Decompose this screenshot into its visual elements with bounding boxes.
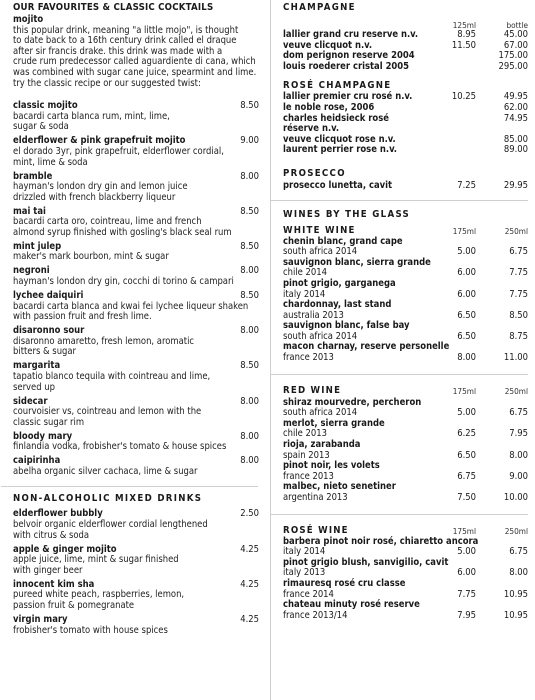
menu-item — [13, 242, 259, 263]
wine-origin: italy 2014 — [283, 288, 326, 300]
price-250ml: 8.50 — [509, 309, 528, 321]
menu-item-name: bramble — [13, 170, 53, 182]
menu-item-price: 8.00 — [240, 325, 259, 337]
divider-line — [271, 514, 528, 515]
menu-item-price: 4.25 — [240, 578, 259, 590]
wine-origin: argentina 2013 — [283, 492, 348, 503]
wine-name: dom perignon reserve 2004 — [283, 50, 415, 62]
menu-item-description: sugar & soda — [13, 121, 69, 133]
menu-item-description: apple juice, lime, mint & sugar finished — [13, 554, 179, 566]
menu-item-description: classic sugar rim — [13, 416, 85, 428]
wine-name: lallier premier cru rosé n.v. — [283, 91, 413, 103]
non-alcoholic-list — [13, 509, 259, 636]
price-250ml: 6.75 — [509, 246, 528, 258]
wine-name: pinot noir, les volets — [283, 460, 380, 472]
wine-name: laurent perrier rose n.v. — [283, 144, 398, 156]
menu-item — [13, 456, 259, 477]
wine-origin-row — [283, 493, 528, 504]
menu-item — [13, 207, 259, 239]
price-175ml: 5.00 — [457, 246, 476, 258]
menu-item-name: mai tai — [13, 205, 46, 217]
menu-item-name: sidecar — [13, 395, 48, 407]
white-wine-header: WHITE WINE 175ml 250ml — [283, 224, 528, 236]
price-250ml: 10.95 — [503, 609, 528, 621]
menu-item-description: belvoir organic elderflower cordial lengthened — [13, 519, 208, 531]
menu-item — [13, 397, 259, 429]
menu-item-name: caipirinha — [13, 455, 61, 467]
menu-item-price: 4.25 — [240, 543, 259, 555]
wine-name: chateau minuty rosé reserve — [283, 599, 420, 611]
wine-origin: chile 2013 — [283, 428, 328, 440]
divider-line — [271, 200, 528, 201]
menu-item — [13, 291, 259, 323]
champagne-title: CHAMPAGNE — [283, 2, 356, 13]
menu-item-name: elderflower bubbly — [13, 508, 103, 520]
divider-line — [271, 374, 528, 375]
menu-item-price: 8.00 — [240, 395, 259, 407]
price-175ml: 5.00 — [457, 546, 476, 558]
menu-item-price: 8.50 — [240, 360, 259, 372]
price-250ml: 8.75 — [509, 330, 528, 342]
wine-name: chenin blanc, grand cape — [283, 235, 403, 247]
menu-item-description: hayman's london dry gin and lemon juice — [13, 181, 188, 193]
menu-item-description: with citrus & soda — [13, 529, 90, 541]
red-wine-list — [283, 398, 528, 504]
menu-item-name: disaronno sour — [13, 325, 85, 337]
wine-name: chardonnay, last stand — [283, 299, 392, 311]
wine-name: louis roederer cristal 2005 — [283, 60, 410, 72]
menu-item-description: with ginger beer — [13, 564, 83, 576]
menu-item-name: classic mojito — [13, 100, 78, 112]
price-large: 67.00 — [503, 39, 528, 51]
menu-item-price: 8.00 — [240, 265, 259, 277]
menu-item-price: 2.50 — [240, 508, 259, 520]
menu-item-description: el dorado 3yr, pink grapefruit, elderflower cordial, — [13, 145, 224, 157]
price-small — [424, 135, 476, 146]
menu-item — [13, 580, 259, 612]
menu-item-description: bacardi carta oro, cointreau, lime and french — [13, 216, 202, 228]
price-175ml: 6.00 — [457, 567, 476, 579]
wine-name: sauvignon blanc, false bay — [283, 320, 410, 332]
wines-by-glass-title: WINES BY THE GLASS — [283, 208, 411, 220]
wine-name: veuve clicquot rose n.v. — [283, 133, 396, 145]
wine-name: prosecco lunetta, cavit — [283, 179, 393, 191]
menu-item-name: innocent kim sha — [13, 578, 95, 590]
price-small: 11.50 — [451, 39, 476, 51]
menu-item-price: 9.00 — [240, 135, 259, 147]
wine-origin: chile 2014 — [283, 267, 328, 279]
menu-item-description: bacardi carta blanca rum, mint, lime, — [13, 110, 170, 122]
price-large: 175.00 — [498, 50, 528, 62]
wine-origin: south africa 2014 — [283, 330, 358, 342]
wine-row — [283, 30, 528, 41]
non-alcoholic-title: NON-ALCOHOLIC MIXED DRINKS — [13, 493, 203, 505]
price-small — [424, 62, 476, 73]
menu-item — [13, 615, 259, 636]
menu-item-description: hayman's london dry gin, cocchi di torino & campari — [13, 276, 234, 288]
menu-item-description: disaronno amaretto, fresh lemon, aromatic — [13, 335, 195, 347]
wine-name-row — [283, 579, 528, 590]
menu-item-header — [13, 291, 259, 302]
menu-item — [13, 509, 259, 541]
menu-item-description: abelha organic silver cachaca, lime & sugar — [13, 465, 198, 477]
menu-item-description: mint, lime & soda — [13, 156, 88, 168]
price-small — [424, 51, 476, 62]
price-large: 74.95 — [503, 112, 528, 124]
wine-name: barbera pinot noir rosé, chiaretto ancora — [283, 535, 479, 547]
price-small: 8.95 — [457, 29, 476, 40]
menu-item-description: tapatio blanco tequila with cointreau and lime, — [13, 370, 211, 382]
champagne-sizes: 125ml bottle — [452, 20, 528, 30]
wine-name-row — [283, 279, 528, 290]
wine-origin: france 2014 — [283, 588, 334, 600]
price-175ml: 6.00 — [457, 267, 476, 279]
menu-item-description: pureed white peach, raspberries, lemon, — [13, 589, 185, 601]
menu-item-name: lychee daiquiri — [13, 290, 84, 301]
menu-item-name: virgin mary — [13, 613, 68, 625]
price-small — [424, 145, 476, 156]
price-175ml: 6.50 — [457, 330, 476, 342]
rose-wine-list — [283, 537, 528, 622]
price-large: 89.00 — [503, 144, 528, 156]
price-250ml: 6.75 — [509, 407, 528, 419]
white-wine-list — [283, 237, 528, 364]
cocktail-list — [13, 101, 259, 477]
price-250ml: 7.95 — [509, 428, 528, 440]
menu-item-price: 8.50 — [240, 290, 259, 301]
price-175ml: 5.00 — [457, 407, 476, 419]
wine-name: charles heidsieck rosé réserve n.v. — [283, 112, 389, 135]
menu-item — [13, 545, 259, 577]
wine-row — [283, 114, 528, 135]
wine-name: veuve clicquot n.v. — [283, 39, 373, 51]
wine-origin: south africa 2014 — [283, 407, 358, 419]
wine-name: pinot grigio blush, sanvigilio, cavit — [283, 556, 449, 568]
menu-item-name: apple & ginger mojito — [13, 543, 117, 555]
menu-item-description: served up — [13, 381, 55, 393]
wine-origin: italy 2013 — [283, 567, 326, 579]
menu-item-price: 8.50 — [240, 240, 259, 252]
right-column — [283, 0, 528, 621]
rose-champagne-title: ROSÉ CHAMPAGNE — [283, 80, 392, 92]
menu-item-description: bacardi carta blanca and kwai fei lychee liqueur shaken — [13, 300, 249, 312]
divider-line — [1, 486, 258, 487]
wine-origin: france 2013 — [283, 352, 334, 364]
price-175ml: 6.75 — [457, 470, 476, 482]
price-250ml: 6.75 — [509, 546, 528, 558]
red-wine-header: RED WINE 175ml 250ml — [283, 384, 528, 396]
menu-item-header — [13, 615, 259, 626]
wine-origin: italy 2014 — [283, 546, 326, 558]
cocktails-title: OUR FAVOURITES & CLASSIC COCKTAILS — [13, 2, 214, 13]
mojito-intro: this popular drink, meaning "a little mojo", is thought to date back to a 16th century drink called el draque after sir francis drake. this drink was made with a crude rum predecessor called aguardiente di cana, which was combined with sugar cane juice, spearmint and lime. try the classic recipe or our suggested twist: — [13, 24, 257, 89]
price-small: 10.25 — [451, 91, 476, 103]
price-175ml: 6.25 — [457, 428, 476, 440]
price-250ml: 7.75 — [509, 267, 528, 279]
price-175ml: 7.50 — [457, 492, 476, 503]
menu-item-price: 8.50 — [240, 205, 259, 217]
wine-row — [283, 103, 528, 114]
menu-item-price: 8.00 — [240, 430, 259, 442]
price-small: 7.25 — [457, 179, 476, 191]
price-small — [424, 114, 476, 135]
menu-item-description: drizzled with french blackberry liqueur — [13, 191, 176, 203]
mojito-intro-name: mojito — [13, 14, 44, 25]
price-large: 29.95 — [503, 179, 528, 191]
price-175ml: 7.95 — [457, 609, 476, 621]
wine-name: shiraz mourvedre, percheron — [283, 396, 422, 408]
menu-item-price: 8.50 — [240, 100, 259, 112]
menu-item-description: courvoisier vs, cointreau and lemon with the — [13, 406, 202, 418]
prosecco-title: PROSECCO — [283, 167, 346, 179]
price-large: 62.00 — [503, 101, 528, 113]
price-250ml: 11.00 — [503, 352, 528, 364]
menu-item-description: frobisher's tomato with house spices — [13, 624, 168, 636]
wine-name: rimauresq rosé cru classe — [283, 577, 406, 589]
menu-item-name: margarita — [13, 360, 61, 372]
price-175ml: 6.00 — [457, 288, 476, 300]
price-large: 85.00 — [503, 133, 528, 145]
prosecco-list — [283, 181, 528, 192]
menu-item-description: finlandia vodka, frobisher's tomato & house spices — [13, 441, 227, 453]
wine-name: sauvignon blanc, sierra grande — [283, 256, 431, 268]
price-250ml: 9.00 — [509, 470, 528, 482]
menu-item-name: bloody mary — [13, 430, 73, 442]
price-175ml: 6.50 — [457, 449, 476, 461]
wine-name: pinot grigio, garganega — [283, 277, 396, 289]
menu-item-price: 4.25 — [240, 613, 259, 625]
price-large: 49.95 — [503, 91, 528, 103]
menu-item-price: 8.00 — [240, 455, 259, 467]
column-divider — [270, 0, 271, 700]
price-250ml: 8.00 — [509, 567, 528, 579]
price-175ml: 6.50 — [457, 309, 476, 321]
wine-origin: france 2013/14 — [283, 609, 348, 621]
price-250ml: 8.00 — [509, 449, 528, 461]
menu-item-description: passion fruit & pomegranate — [13, 599, 135, 611]
menu-item-name: mint julep — [13, 240, 62, 252]
wine-name: lallier grand cru reserve n.v. — [283, 29, 419, 40]
price-250ml: 10.00 — [503, 492, 528, 503]
price-175ml: 7.75 — [457, 588, 476, 600]
price-175ml: 8.00 — [457, 352, 476, 364]
menu-item — [13, 136, 259, 168]
menu-item — [13, 432, 259, 453]
menu-item-name: elderflower & pink grapefruit mojito — [13, 135, 186, 147]
wine-name: rioja, zarabanda — [283, 439, 361, 451]
price-small — [424, 103, 476, 114]
menu-item-description: maker's mark bourbon, mint & sugar — [13, 251, 169, 263]
rose-champagne-list — [283, 92, 528, 156]
rose-wine-header: ROSÉ WINE 175ml 250ml — [283, 524, 528, 536]
wine-row — [283, 181, 528, 192]
wine-origin: south africa 2014 — [283, 246, 358, 258]
wine-origin-row — [283, 611, 528, 622]
price-large: 45.00 — [503, 29, 528, 40]
wine-name: merlot, sierra grande — [283, 417, 385, 429]
wine-origin: france 2013 — [283, 470, 334, 482]
menu-item — [13, 361, 259, 393]
menu-item-price: 8.00 — [240, 170, 259, 182]
menu-item — [13, 326, 259, 358]
wine-name: macon charnay, reserve personelle — [283, 341, 450, 353]
menu-item — [13, 172, 259, 204]
menu-item-description: bitters & sugar — [13, 346, 77, 358]
price-250ml: 10.95 — [503, 588, 528, 600]
price-large: 295.00 — [498, 60, 528, 72]
price-250ml: 7.75 — [509, 288, 528, 300]
menu-item-description: almond syrup finished with gosling's black seal rum — [13, 226, 232, 238]
champagne-list — [283, 30, 528, 72]
wine-row — [283, 62, 528, 73]
menu-item-name: negroni — [13, 265, 50, 277]
wine-origin: australia 2013 — [283, 309, 344, 321]
wine-row — [283, 145, 528, 156]
menu-item — [13, 266, 259, 287]
wine-origin: spain 2013 — [283, 449, 330, 461]
menu-item — [13, 101, 259, 133]
left-column — [13, 0, 259, 636]
wine-name: le noble rose, 2006 — [283, 101, 375, 113]
wine-origin-row — [283, 353, 528, 364]
menu-item-description: with passion fruit and fresh lime. — [13, 311, 152, 323]
wine-name: malbec, nieto senetiner — [283, 481, 396, 493]
